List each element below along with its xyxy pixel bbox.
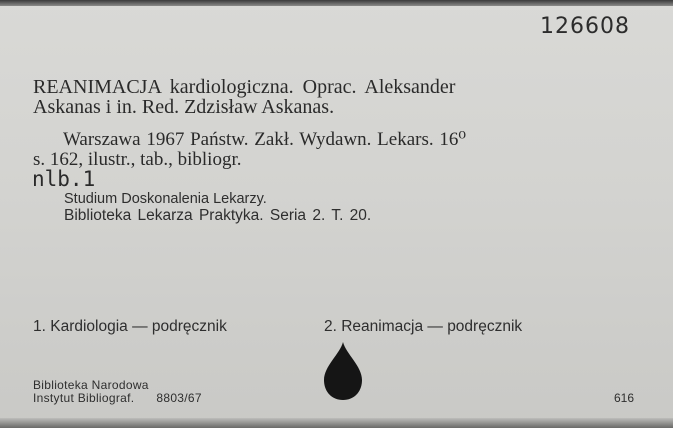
publication-line-2: s. 162, ilustr., tab., bibliogr.	[33, 149, 242, 170]
ink-blot-icon	[322, 340, 364, 402]
subject-heading-2: 2. Reanimacja — podręcznik	[324, 318, 523, 335]
publication-line-1: Warszawa 1967 Państw. Zakł. Wydawn. Lekars. 16⁰	[63, 129, 466, 150]
accession-number: 126608	[540, 14, 630, 39]
series-line-1: Studium Doskonalenia Lekarzy.	[64, 191, 267, 207]
subject-heading-1: 1. Kardiologia — podręcznik	[33, 318, 227, 335]
print-number: 8803/67	[156, 391, 202, 405]
heading-line-2: Askanas i in. Red. Zdzisław Askanas.	[33, 96, 335, 118]
heading-line-1: REANIMACJA kardiologiczna. Oprac. Aleksander	[33, 76, 456, 98]
shelf-mark: nlb.1	[32, 167, 96, 191]
series-line-2: Biblioteka Lekarza Praktyka. Seria 2. T. 20.	[64, 207, 372, 224]
institution-line-1: Biblioteka Narodowa	[33, 378, 149, 392]
page-number: 616	[614, 391, 635, 405]
institution-line-2	[33, 391, 202, 405]
institution-name: Instytut Bibliograf.	[33, 391, 135, 405]
